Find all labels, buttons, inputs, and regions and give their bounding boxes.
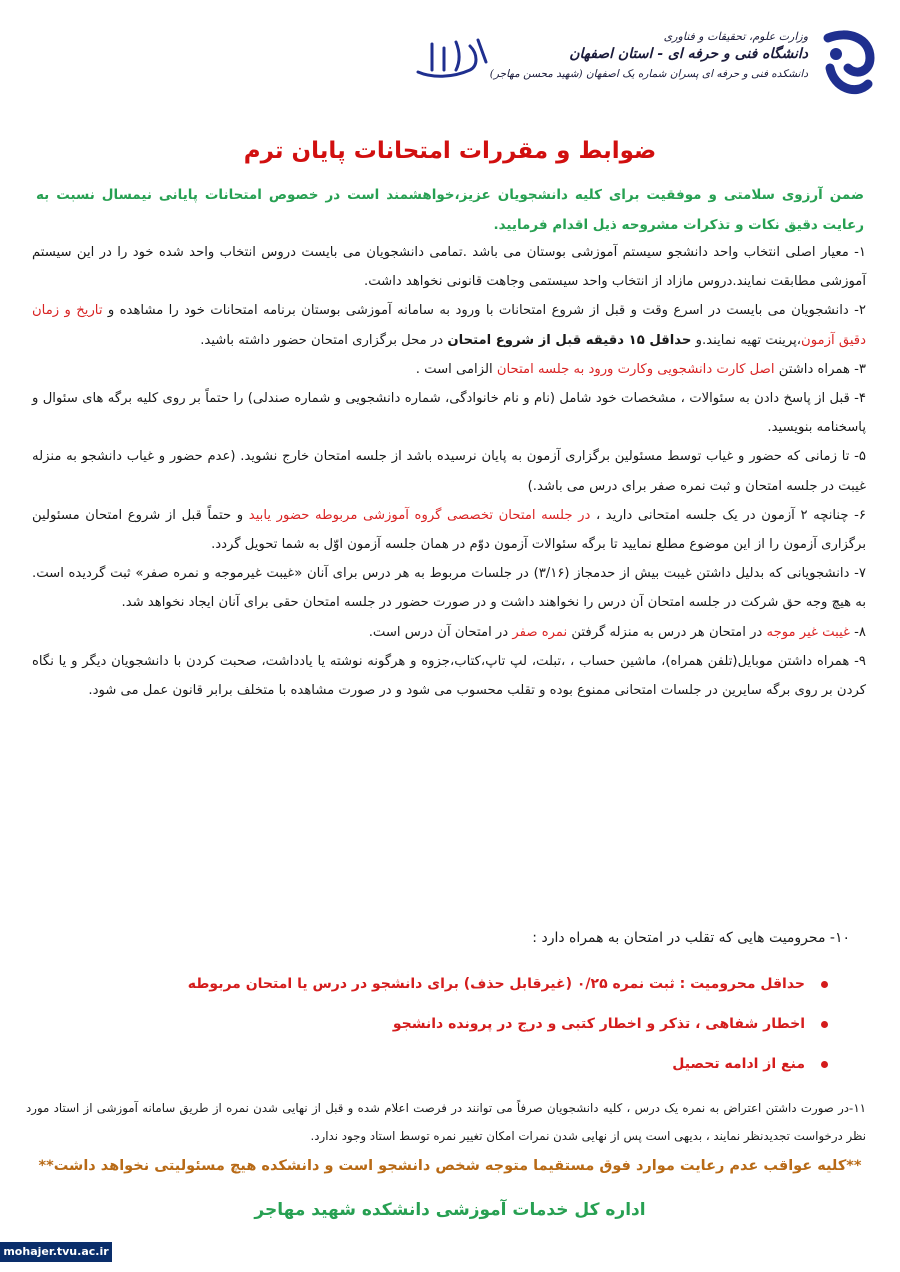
rule-7: ۷- دانشجویانی که بدلیل داشتن غیبت بیش از حدمجاز (۳/۱۶) در جلسات مربوط به هر درس برای آنان «غیبت غیرموجه و نمره صفر» ثبت گردیده است. به هیچ وجه حق شرکت در جلسه امتحان آن درس را نخواهند داشت و در صورت حضور در جلسه امتحان حقی برای آنان ایجاد نخواهد شد. <box>32 566 866 611</box>
ministry-name: وزارت علوم، تحقیقات و فناوری <box>663 30 808 43</box>
rule-8: ۸- غیبت غیر موجه در امتحان هر درس به منزله گرفتن نمره صفر در امتحان آن درس است. <box>368 624 866 640</box>
exam-date-highlight: تاریخ و زمان دقیق آزمون <box>32 303 866 348</box>
rule-6: ۶- چنانچه ۲ آزمون در یک جلسه امتحانی دارید ، در جلسه امتحان تخصصی گروه آموزشی مربوطه حضور یابید و حتماً قبل از شروع امتحان مسئولین برگزاری آزمون را از این موضوع مطلع نمایید تا برگه سئوالات آزمون دوّم در همان جلسه آزمون اوّل به شما تحویل گردد. <box>32 507 866 553</box>
penalties-list <box>68 966 828 1086</box>
bullet-dot-icon <box>821 1021 828 1028</box>
rule-4: ۴- قبل از پاسخ دادن به سئوالات ، مشخصات خود شامل (نام و نام خانوادگی، شماره دانشجویی و شماره صندلی) را حتماً بر روی کلیه برگه های سئوال و پاسخنامه بنویسید. <box>32 391 866 436</box>
unexcused-absence-highlight: غیبت غیر موجه <box>766 624 850 640</box>
letterhead-text <box>490 30 808 80</box>
rule-2: ۲- دانشجویان می بایست در اسرع وقت و قبل از شروع امتحانات با ورود به سامانه آموزشی بوستان برنامه امتحانات خود را مشاهده و تاریخ و زمان دقیق آزمون،پرینت تهیه نمایند.و حداقل ۱۵ دقیقه قبل از شروع امتحان در محل برگزاری امتحان حضور داشته باشید. <box>32 303 866 348</box>
website-badge: mohajer.tvu.ac.ir <box>0 1242 112 1262</box>
university-name: دانشگاه فنی و حرفه ای - استان اصفهان <box>569 46 808 62</box>
rule-5: ۵- تا زمانی که حضور و غیاب توسط مسئولین برگزاری آزمون به پایان نرسیده باشد از جلسه امتحان خارج نشوید. (عدم حضور و غیاب دانشجو به منزله غیبت در جلسه امتحان و ثبت نمره صفر برای درس می باشد.) <box>32 449 866 494</box>
issuing-office: اداره کل خدمات آموزشی دانشکده شهید مهاجر <box>254 1200 646 1220</box>
bullet-dot-icon <box>821 981 828 988</box>
bullet-dot-icon <box>821 1061 828 1068</box>
penalty-item: اخطار شفاهی ، تذکر و اخطار کتبی و درج در پرونده دانشجو <box>68 1006 828 1046</box>
student-card-highlight: اصل کارت دانشجویی وکارت ورود به جلسه امتحان <box>496 361 775 377</box>
page-title: ضوابط و مقررات امتحانات پایان ترم <box>243 138 657 164</box>
penalty-item: منع از ادامه تحصیل <box>68 1046 828 1086</box>
bismillah-calligraphy <box>412 32 492 84</box>
zero-grade-highlight: نمره صفر <box>512 624 568 640</box>
arrival-time-highlight: حداقل ۱۵ دقیقه قبل از شروع امتحان <box>447 332 692 348</box>
liability-warning: **کلیه عواقب عدم رعایت موارد فوق مستقیما متوجه شخص دانشجو است و دانشکده هیچ مسئولیتی نخواهد داشت** <box>38 1158 862 1174</box>
specialized-exam-highlight: در جلسه امتحان تخصصی گروه آموزشی مربوطه حضور یابید <box>248 507 591 523</box>
rule-10: ۱۰- محرومیت هایی که تقلب در امتحان به همراه دارد : <box>532 930 850 946</box>
college-name: دانشکده فنی و حرفه ای پسران شماره یک اصفهان (شهید محسن مهاجر) <box>489 68 808 80</box>
rules-list <box>32 238 866 705</box>
rule-9: ۹- همراه داشتن موبایل(تلفن همراه)، ماشین حساب ، ،تبلت، لپ تاپ،کتاب،جزوه و هرگونه نوشته یا یادداشت، صحبت کردن با دانشجویان دیگر و یا نگاه کردن بر روی برگه سایرین در جلسات امتحانی ممنوع بوده و تقلب محسوب می شود و در صورت مشاهده با متخلف برابر قانون عمل می شود. <box>32 653 866 699</box>
university-logo-icon <box>820 28 878 100</box>
letterhead <box>0 0 900 120</box>
penalty-item: حداقل محرومیت : ثبت نمره ۰/۲۵ (غیرقابل حذف) برای دانشجو در درس یا امتحان مربوطه <box>68 966 828 1006</box>
intro-paragraph: ضمن آرزوی سلامتی و موفقیت برای کلیه دانشجویان عزیز،خواهشمند است در خصوص امتحانات پایانی نیمسال نسبت به رعایت دقیق نکات و تذکرات مشروحه ذیل اقدام فرمایید. <box>36 187 864 233</box>
rule-1: ۱- معیار اصلی انتخاب واحد دانشجو سیستم آموزشی بوستان می باشد .تمامی دانشجویان می بایست دروس انتخاب واحد شده خود را در این سیستم آموزشی مطابقت نمایند.دروس مازاد از انتخاب واحد سیستمی وجاهت قانونی نخواهد داشت. <box>32 245 866 290</box>
rule-11: ۱۱-در صورت داشتن اعتراض به نمره یک درس ، کلیه دانشجویان صرفاً می توانند در فرصت اعلام شده و قبل از نهایی شدن نمره از طریق سامانه آموزشی از استاد مورد نظر درخواست تجدیدنظر نمایند ، بدیهی است پس از نهایی شدن نمرات امکان تغییر نمره توسط استاد وجود ندارد. <box>26 1101 866 1143</box>
rule-3: ۳- همراه داشتن اصل کارت دانشجویی وکارت ورود به جلسه امتحان الزامی است . <box>415 361 866 377</box>
